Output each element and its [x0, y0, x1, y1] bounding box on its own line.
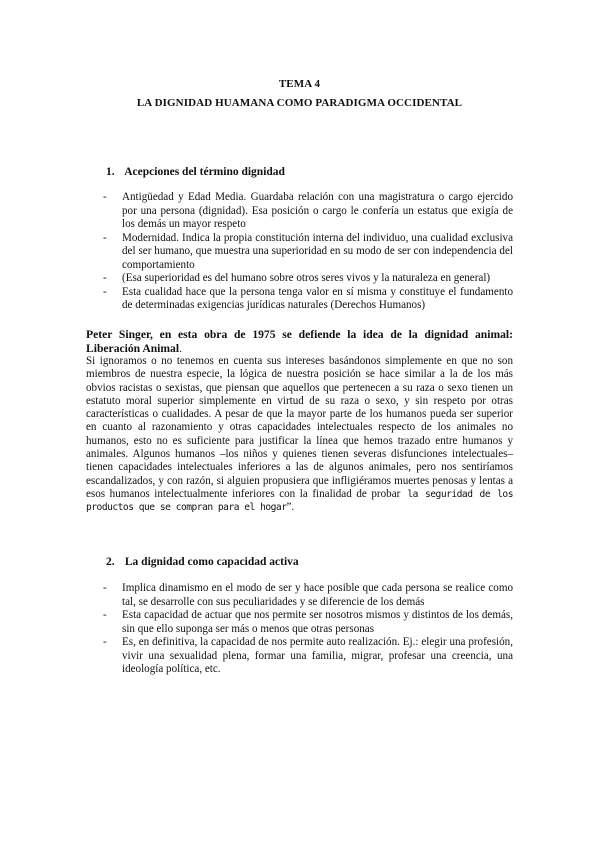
singer-heading-text: Peter Singer, en esta obra de 1975 se defiende la idea de la dignidad animal: Liberación Animal	[86, 328, 513, 355]
list-item	[103, 286, 513, 313]
singer-heading	[86, 328, 513, 355]
list-item-text: Antigüedad y Edad Media. Guardaba relación con una magistratura o cargo ejercido por una persona (dignidad). Esa posición o cargo le confería un estatus que exigía de los demás un mayor respeto	[122, 191, 513, 230]
dash-bullet: -	[103, 272, 107, 284]
dash-bullet: -	[103, 285, 107, 298]
singer-quote-end: ”.	[286, 501, 295, 514]
list-item-text: Modernidad. Indica la propia constitución interna del individuo, una cualidad exclusiva del ser humano, que muestra una superioridad en su modo de ser con independencia del comportamiento	[122, 231, 513, 271]
section-1-list	[103, 191, 513, 313]
dash-bullet: -	[103, 191, 107, 203]
dash-bullet: -	[103, 582, 107, 594]
page-title: LA DIGNIDAD HUAMANA COMO PARADIGMA OCCIDENTAL	[136, 97, 463, 109]
singer-quote-tail: la seguridad de los productos que se compran para el hogar	[86, 488, 513, 514]
list-item-text: Es, en definitiva, la capacidad de nos permite auto realización. Ej.: elegir una profesión, vivir una sexualidad plena, formar una familia, migrar, profesar una creencia, una ideología política, etc.	[122, 636, 513, 675]
dash-bullet: -	[103, 636, 107, 648]
list-item	[103, 232, 513, 273]
list-item-text: (Esa superioridad es del humano sobre otros seres vivos y la naturaleza en general)	[122, 272, 491, 284]
section-1-heading	[106, 166, 285, 178]
list-item-text: Esta cualidad hace que la persona tenga valor en sí misma y constituye el fundamento de determinadas exigencias jurídicas naturales (Derechos Humanos)	[122, 285, 513, 311]
singer-quote-text: Si ignoramos o no tenemos en cuenta sus intereses basándonos simplemente en que no son miembros de nuestra especie, la lógica de nuestra posición se hace similar a la de los más obvios racistas o sexistas, que piensan que aquellos que pertenecen a su raza o sexo tienen un estatuto moral superior simplemente en virtud de su raza o sexo, y sin respeto por otras características o cualidades. A pesar de que la mayor parte de los humanos pueda ser superior en cuanto al razonamiento y otras capacidades intelectuales respecto de los animales no humanos, esto no es suficiente para justificar la línea que hemos trazado entre humanos y animales. Algunos humanos –los niños y quienes tienen severas disfunciones intelectuales– tienen capacidades intelectuales inferiores a las de algunos animales, pero nos sentiríamos escandalizados, y con razón, si alguien propusiera que infligiéramos muertes penosas y lentas a esos humanos intelectualmente inferiores con la finalidad de probar	[86, 355, 513, 500]
dash-bullet: -	[103, 609, 107, 621]
section-2-number: 2.	[106, 556, 115, 568]
list-item	[103, 636, 513, 677]
section-2-list	[103, 582, 513, 677]
list-item	[103, 272, 513, 286]
dash-bullet: -	[103, 231, 107, 244]
list-item-text: Implica dinamismo en el modo de ser y hace posible que cada persona se realice como tal, se desarrolle con sus peculiaridades y se diferencie de los demás	[122, 582, 513, 608]
singer-block	[86, 328, 513, 515]
singer-quote	[86, 355, 513, 515]
list-item	[103, 582, 513, 609]
section-2-title: La dignidad como capacidad activa	[124, 556, 299, 568]
section-2-heading	[106, 556, 299, 568]
section-1-title: Acepciones del término dignidad	[124, 166, 285, 178]
section-1-number: 1.	[106, 166, 115, 178]
singer-heading-end: .	[179, 341, 182, 355]
list-item	[103, 191, 513, 232]
list-item	[103, 609, 513, 636]
list-item-text: Esta capacidad de actuar que nos permite ser nosotros mismos y distintos de los demás, sin que ello suponga ser más o menos que otras personas	[122, 609, 513, 635]
tema-label: TEMA 4	[278, 78, 321, 90]
